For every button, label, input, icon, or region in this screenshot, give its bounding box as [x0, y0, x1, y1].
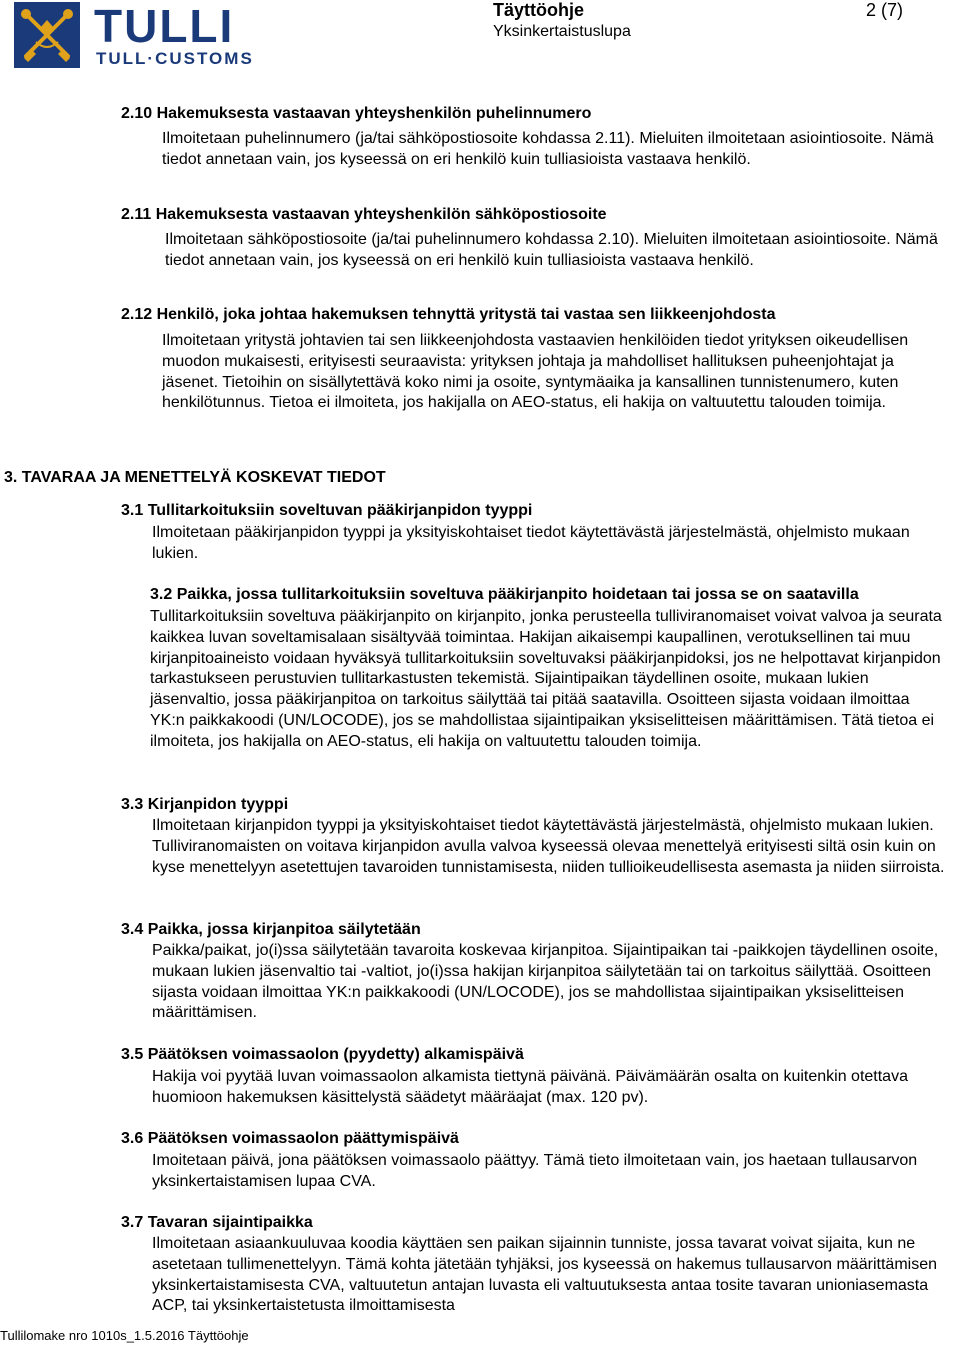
page-number: 2 (7): [866, 0, 904, 20]
section-3-1-heading: 3.1 Tullitarkoituksiin soveltuvan pääkirjanpidon tyyppi: [121, 502, 533, 519]
section-2-10-heading: 2.10 Hakemuksesta vastaavan yhteyshenkilön puhelinnumero: [121, 105, 592, 122]
document-subtitle: Yksinkertaistuslupa: [493, 23, 631, 40]
section-3-heading: 3. TAVARAA JA MENETTELYÄ KOSKEVAT TIEDOT: [4, 469, 386, 486]
section-3-3-body: Ilmoitetaan kirjanpidon tyyppi ja yksityiskohtaiset tiedot käytettävästä järjestelmästä, ohjelmisto mukaan lukien. Tulliviranomaisten on voitava kirjanpidon avulla valvoa kyseessä olevaa menettelyä erityisesti siltä osin kuin on kyse menettelyyn asetettujen tavaroiden tunnistamisesta, niiden tullioikeudellisesta asemasta ja niiden siirroista.: [152, 817, 945, 876]
section-2-12-heading: 2.12 Henkilö, joka johtaa hakemuksen tehnyttä yritystä tai vastaa sen liikkeenjohdosta: [121, 306, 776, 323]
section-3-3-heading: 3.3 Kirjanpidon tyyppi: [121, 796, 289, 813]
section-3-6-body: Imoitetaan päivä, jona päätöksen voimassaolo päättyy. Tämä tieto ilmoitetaan vain, jos haetaan tullausarvon yksinkertaistamisen lupaa CVA.: [152, 1152, 918, 1190]
section-3-6-heading: 3.6 Päätöksen voimassaolon päättymispäivä: [121, 1130, 459, 1147]
logo-subtitle: TULL·CUSTOMS: [96, 49, 254, 68]
document-title: Täyttöohje: [493, 0, 585, 20]
section-3-2-heading: 3.2 Paikka, jossa tullitarkoituksiin soveltuva pääkirjanpito hoidetaan tai jossa se on saatavilla: [150, 586, 859, 603]
section-3-5-heading: 3.5 Päätöksen voimassaolon (pyydetty) alkamispäivä: [121, 1046, 524, 1063]
page-footer: Tullilomake nro 1010s_1.5.2016 Täyttöohje: [0, 1328, 249, 1343]
section-3-2-body: Tullitarkoituksiin soveltuva pääkirjanpito on kirjanpito, jonka perusteella tulliviranomaiset voivat valvoa ja seurata kaikkea luvan soveltamisalaan sisältyvää toimintaa. Hakijan aikaisempi kaupallinen, verotuksellinen tai muu kirjanpitoaineisto voidaan hyväksyä tullitarkoituksiin soveltuvaksi pääkirjanpidoksi, jos ne helpottavat kirjanpidon tarkastukseen perustuvien tullitarkastusten tekemistä. Sijaintipaikan täydellinen osoite, mukaan lukien jäsenvaltio, jossa pääkirjanpitoa on tarkoitus säilyttää tai pitää saatavilla. Osoitteen sijasta voidaan ilmoittaa YK:n paikkakoodi (UN/LOCODE), jos se mahdollistaa sijaintipaikan yksiselitteisen määrittämisen. Tätä tietoa ei ilmoiteta, jos hakijalla on AEO-status, eli hakija on valtuutettu talouden toimija.: [150, 608, 942, 750]
section-3-5-body: Hakija voi pyytää luvan voimassaolon alkamista tiettynä päivänä. Päivämäärän osalta on kuitenkin otettava huomioon hakemuksen käsittelystä säädetyt määräajat (max. 120 pv).: [152, 1068, 908, 1106]
section-3-1-body: Ilmoitetaan pääkirjanpidon tyyppi ja yksityiskohtaiset tiedot käytettävästä järjestelmästä, ohjelmisto mukaan lukien.: [152, 524, 910, 562]
tulli-logo: [14, 2, 314, 68]
tulli-emblem-icon: [14, 2, 80, 68]
section-3-7-heading: 3.7 Tavaran sijaintipaikka: [121, 1214, 313, 1231]
section-3-4-heading: 3.4 Paikka, jossa kirjanpitoa säilytetään: [121, 921, 421, 938]
section-2-12-body: Ilmoitetaan yritystä johtavien tai sen liikkeenjohdosta vastaavien henkilöiden tiedot yrityksen oikeudellisen muodon mukaisesti, erityisesti seuraavista: yrityksen johtaja ja mahdolliset hallituksen puheenjohtajat ja jäsenet. Tietoihin on sisällytettävä koko nimi ja osoite, syntymäaika ja kansallinen tunnistenumero, kuten henkilötunnus. Tietoa ei ilmoiteta, jos hakijalla on AEO-status, eli hakija on valtuutettu talouden toimija.: [162, 332, 909, 412]
section-2-11-body: Ilmoitetaan sähköpostiosoite (ja/tai puhelinnumero kohdassa 2.10). Mieluiten ilmoitetaan asiointiosoite. Nämä tiedot annetaan vain, jos kyseessä on eri henkilö kuin tulliasioista vastaava henkilö.: [165, 231, 938, 269]
logo-wordmark: TULLI: [94, 0, 235, 52]
section-3-7-body: Ilmoitetaan asiaankuuluvaa koodia käyttäen sen paikan sijainnin tunniste, jossa tavarat voivat sijaita, kun ne asetetaan tullimenettelyyn. Tämä kohta jätetään tyhjäksi, jos kyseessä on hakemus tullausarvon määrittämisen yksinkertaistamisesta CVA, valtuutetun antajan luvasta eli valtuutuksesta antaa tosite tavaran unioniasemasta ACP, tai yksinkertaistetusta ilmoittamisesta: [152, 1235, 937, 1315]
section-2-11-heading: 2.11 Hakemuksesta vastaavan yhteyshenkilön sähköpostiosoite: [121, 206, 607, 223]
section-2-10-body: Ilmoitetaan puhelinnumero (ja/tai sähköpostiosoite kohdassa 2.11). Mieluiten ilmoitetaan asiointiosoite. Nämä tiedot annetaan vain, jos kyseessä on eri henkilö kuin tulliasioista vastaava henkilö.: [162, 130, 934, 168]
section-3-4-body: Paikka/paikat, jo(i)ssa säilytetään tavaroita koskevaa kirjanpitoa. Sijaintipaikan tai -paikkojen täydellinen osoite, mukaan lukien jäsenvaltio tai -valtiot, jo(i)ssa hakijan kirjanpitoa säilytetään tai on tarkoitus säilyttää. Osoitteen sijasta voidaan ilmoittaa YK:n paikkakoodi (UN/LOCODE), jos se mahdollistaa sijaintipaikan yksiselitteisen määrittämisen.: [152, 942, 939, 1022]
